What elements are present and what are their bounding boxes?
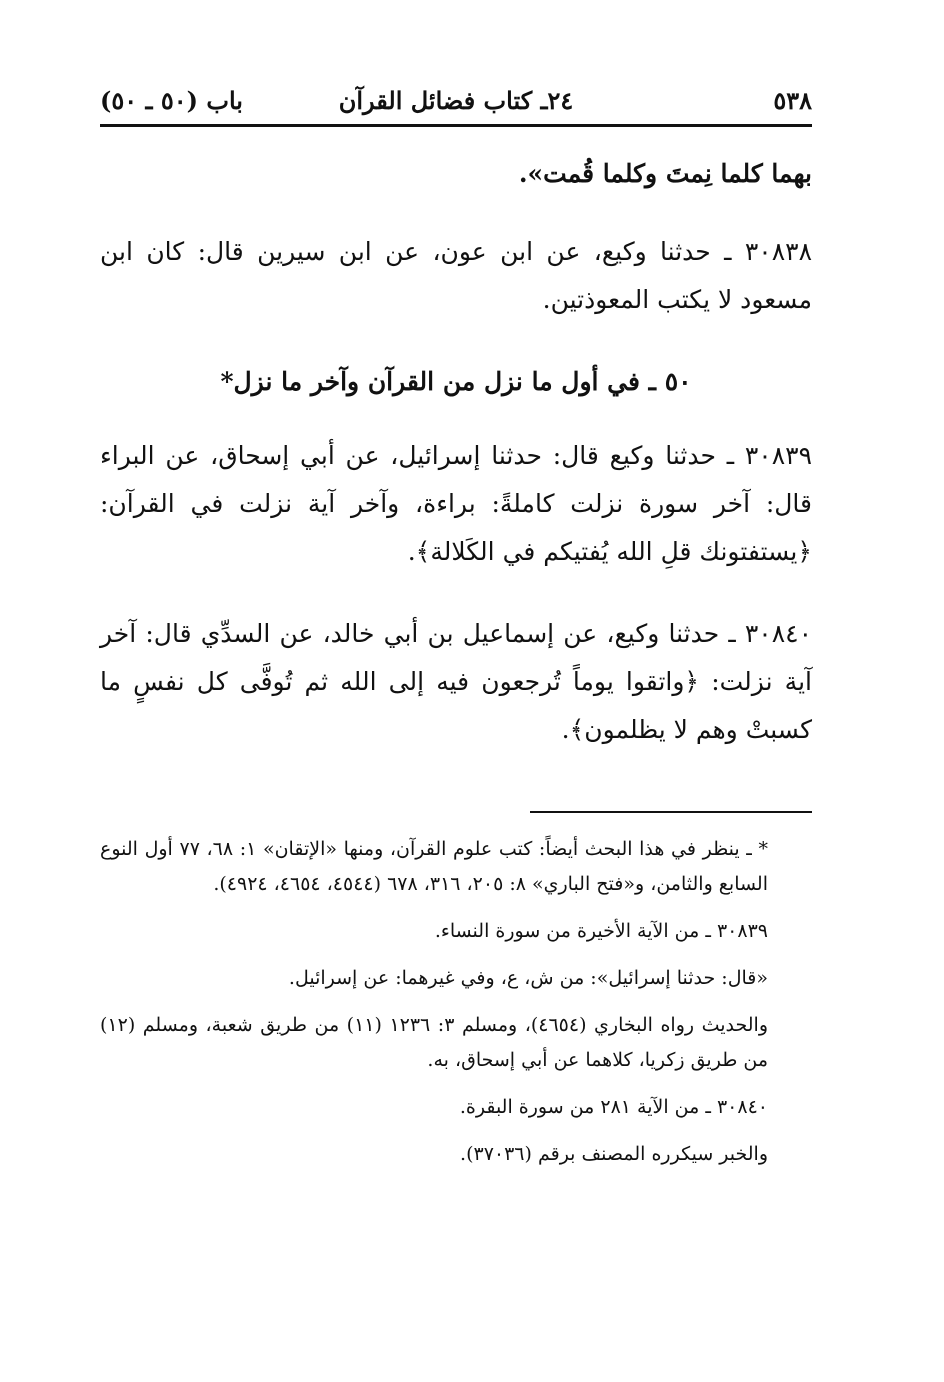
footnotes	[100, 832, 812, 1184]
footnote-star: * ـ ينظر في هذا البحث أيضاً: كتب علوم القرآن، ومنها «الإتقان» ١: ٦٨، ٧٧ أول النوع السابع والثامن، و«فتح الباري» ٨: ٢٠٥، ٣١٦، ٦٧٨ (٤٥٤٤، ٤٦٥٤، ٤٩٢٤).	[100, 838, 768, 895]
header-divider	[100, 124, 812, 127]
footnote-divider	[530, 811, 812, 813]
chapter-reference: باب (٥٠ ـ ٥٠)	[100, 85, 243, 115]
footnote-30840-repeat: والخبر سيكرره المصنف برقم (٣٧٠٣٦).	[460, 1143, 768, 1165]
hadith-30839: ٣٠٨٣٩ ـ حدثنا وكيع قال: حدثنا إسرائيل، عن أبي إسحاق، عن البراء قال: آخر سورة نزلت كاملةً: براءة، وآخر آية نزلت في القرآن: ﴿يستفتونك قلِ الله يُفتيكم في الكَلالة﴾.	[100, 441, 812, 566]
page-header	[100, 78, 812, 122]
footnote-30839-source: ٣٠٨٣٩ ـ من الآية الأخيرة من سورة النساء.	[434, 920, 768, 942]
hadith-30840: ٣٠٨٤٠ ـ حدثنا وكيع، عن إسماعيل بن أبي خالد، عن السدِّي قال: آخر آية نزلت: ﴿واتقوا يوماً تُرجعون فيه إلى الله ثم تُوفَّى كل نفسٍ ما كسبتْ وهم لا يظلمون﴾.	[100, 619, 812, 744]
book-title: ٢٤ـ كتاب فضائل القرآن	[338, 85, 574, 115]
hadith-30838: ٣٠٨٣٨ ـ حدثنا وكيع، عن ابن عون، عن ابن سيرين قال: كان ابن مسعود لا يكتب المعوذتين.	[100, 237, 812, 314]
section-heading: ٥٠ ـ في أول ما نزل من القرآن وآخر ما نزل*	[220, 367, 692, 396]
page-number: ٥٣٨	[773, 85, 812, 115]
footnote-30840-source: ٣٠٨٤٠ ـ من الآية ٢٨١ من سورة البقرة.	[459, 1096, 768, 1118]
footnote-30839-takhrij: والحديث رواه البخاري (٤٦٥٤)، ومسلم ٣: ١٢٣٦ (١١) من طريق شعبة، ومسلم (١٢) من طريق زكريا، كلاهما عن أبي إسحاق، به.	[100, 1014, 768, 1071]
main-text	[100, 150, 812, 788]
footnote-30839-variant: «قال: حدثنا إسرائيل»: من ش، ع، وفي غيرهما: عن إسرائيل.	[288, 967, 768, 989]
continuation-text: بهما كلما نِمتَ وكلما قُمت».	[518, 159, 812, 188]
